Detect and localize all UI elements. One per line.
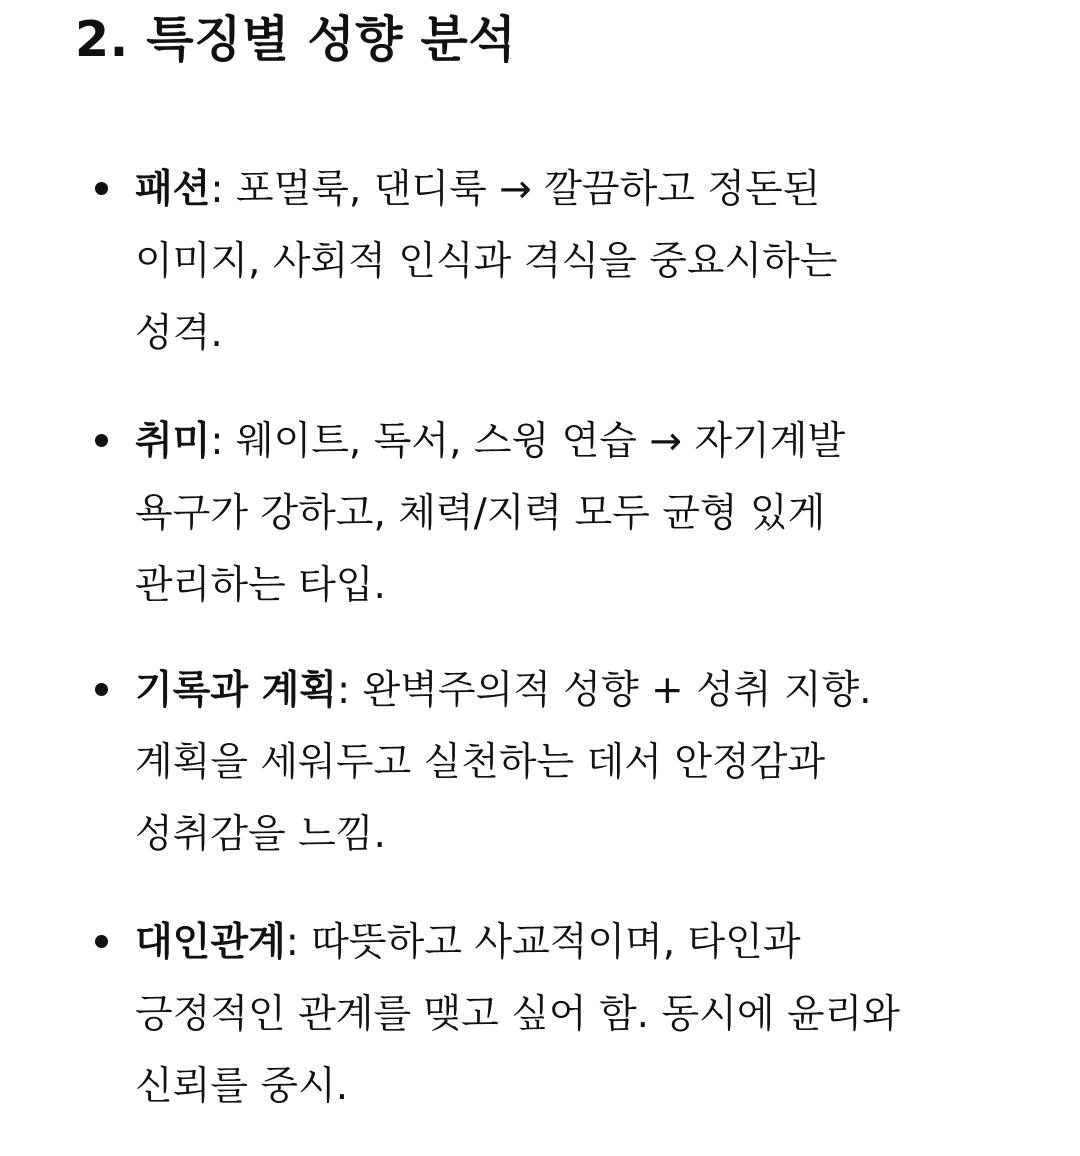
item-term: 대인관계 bbox=[135, 920, 286, 965]
bullet-icon bbox=[95, 683, 108, 696]
item-line: 성취감을 느낌. bbox=[135, 812, 386, 857]
list-item-text bbox=[135, 907, 1015, 1123]
list-item-text bbox=[135, 655, 1015, 871]
item-line: 관리하는 타입. bbox=[135, 563, 386, 608]
item-line: 웨이트, 독서, 스윙 연습 → 자기계발 bbox=[235, 419, 846, 464]
item-separator: : bbox=[285, 920, 312, 965]
item-line: 완벽주의적 성향 + 성취 지향. bbox=[362, 668, 872, 713]
item-line: 신뢰를 중시. bbox=[135, 1064, 349, 1109]
item-line: 계획을 세워두고 실천하는 데서 안정감과 bbox=[135, 740, 826, 785]
item-term: 취미 bbox=[135, 419, 211, 464]
item-separator: : bbox=[210, 167, 236, 212]
item-line: 긍정적인 관계를 맺고 싶어 함. 동시에 윤리와 bbox=[135, 992, 900, 1037]
item-line: 성격. bbox=[135, 311, 223, 356]
item-line: 포멀룩, 댄디룩 → 깔끔하고 정돈된 bbox=[235, 167, 821, 212]
item-separator: : bbox=[336, 668, 363, 713]
item-line: 따뜻하고 사교적이며, 타인과 bbox=[311, 920, 801, 965]
item-line: 욕구가 강하고, 체력/지력 모두 균형 있게 bbox=[135, 491, 826, 536]
list-item-text bbox=[135, 154, 1015, 370]
bullet-icon bbox=[95, 434, 108, 447]
bullet-icon bbox=[95, 935, 108, 948]
item-term: 기록과 계획 bbox=[135, 668, 337, 713]
item-line: 이미지, 사회적 인식과 격식을 중요시하는 bbox=[135, 239, 838, 284]
item-separator: : bbox=[210, 419, 236, 464]
bullet-icon bbox=[95, 182, 108, 195]
list-item-text bbox=[135, 406, 1015, 622]
item-term: 패션 bbox=[135, 167, 211, 212]
section-title: 2. 특징별 성향 분석 bbox=[75, 11, 517, 68]
